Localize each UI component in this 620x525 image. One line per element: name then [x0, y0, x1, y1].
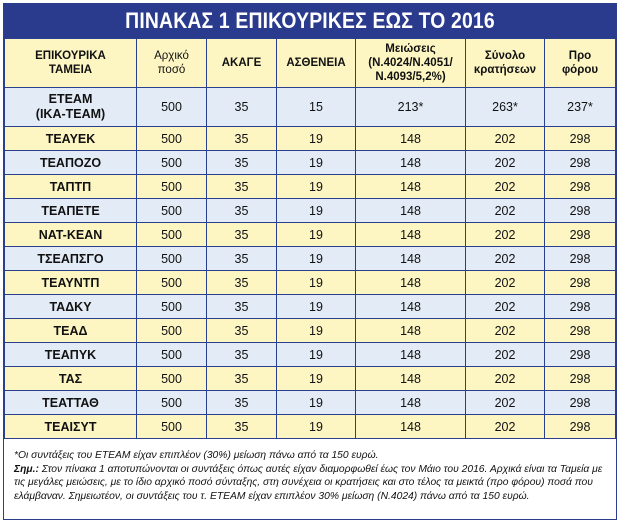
pretax-cell: 298 — [545, 247, 616, 271]
total-cell: 202 — [466, 199, 545, 223]
initial-cell: 500 — [137, 127, 207, 151]
illness-cell: 19 — [277, 247, 356, 271]
pension-table-panel — [3, 3, 617, 520]
initial-cell: 500 — [137, 247, 207, 271]
header-text: φόρου — [561, 64, 599, 76]
pretax-cell: 298 — [545, 151, 616, 175]
pretax-cell: 298 — [545, 127, 616, 151]
column-header-5 — [356, 39, 466, 88]
table-row — [5, 199, 616, 223]
column-header-2 — [137, 39, 207, 88]
total-cell: 202 — [466, 367, 545, 391]
total-cell: 202 — [466, 319, 545, 343]
illness-cell: 19 — [277, 367, 356, 391]
table-row — [5, 343, 616, 367]
illness-cell: 19 — [277, 151, 356, 175]
pretax-cell: 298 — [545, 223, 616, 247]
initial-cell: 500 — [137, 295, 207, 319]
illness-cell: 19 — [277, 391, 356, 415]
fund-name-cell: ΤΕΑΤΤΑΘ — [5, 391, 137, 415]
cuts-cell: 148 — [356, 247, 466, 271]
fund-name-cell: ΝΑΤ-ΚΕΑΝ — [5, 223, 137, 247]
header-text: Προ — [568, 50, 592, 62]
akage-cell: 35 — [207, 88, 277, 127]
fund-name-cell: ΤΕΑΠΥΚ — [5, 343, 137, 367]
table-title: ΠΙΝΑΚΑΣ 1 ΕΠΙΚΟΥΡΙΚΕΣ ΕΩΣ ΤΟ 2016 — [41, 4, 580, 38]
total-cell: 202 — [466, 343, 545, 367]
table-row — [5, 271, 616, 295]
table-body — [5, 88, 616, 439]
header-text: Μειώσεις — [385, 43, 436, 55]
akage-cell: 35 — [207, 199, 277, 223]
akage-cell: 35 — [207, 223, 277, 247]
total-cell: 202 — [466, 223, 545, 247]
akage-cell: 35 — [207, 415, 277, 439]
akage-cell: 35 — [207, 151, 277, 175]
akage-cell: 35 — [207, 175, 277, 199]
header-text: (Ν.4024/Ν.4051/ — [368, 57, 453, 69]
footnote: *Οι συντάξεις του ΕΤΕΑΜ είχαν επιπλέον (30%) μείωση πάνω από τα 150 ευρώ. — [14, 450, 379, 461]
initial-cell: 500 — [137, 391, 207, 415]
cuts-cell: 148 — [356, 151, 466, 175]
illness-cell: 15 — [277, 88, 356, 127]
notes — [4, 439, 616, 503]
initial-cell: 500 — [137, 343, 207, 367]
pretax-cell: 298 — [545, 271, 616, 295]
table-row — [5, 223, 616, 247]
cuts-cell: 148 — [356, 391, 466, 415]
column-header-7 — [545, 39, 616, 88]
cuts-cell: 148 — [356, 343, 466, 367]
fund-name-cell: ΤΑΔΚΥ — [5, 295, 137, 319]
header-text: ποσό — [157, 64, 186, 76]
table-row — [5, 151, 616, 175]
pretax-cell: 298 — [545, 199, 616, 223]
fund-name-cell: ΤΕΑΙΣΥΤ — [5, 415, 137, 439]
header-text: ΕΠΙΚΟΥΡΙΚΑ — [35, 50, 106, 62]
initial-cell: 500 — [137, 175, 207, 199]
total-cell: 202 — [466, 175, 545, 199]
pretax-cell: 298 — [545, 175, 616, 199]
header-text: ΑΚΑΓΕ — [221, 57, 262, 69]
illness-cell: 19 — [277, 127, 356, 151]
column-header-6 — [466, 39, 545, 88]
total-cell: 263* — [466, 88, 545, 127]
initial-cell: 500 — [137, 88, 207, 127]
fund-name-cell: ΤΣΕΑΠΣΓΟ — [5, 247, 137, 271]
note-label: Σημ.: — [14, 463, 39, 475]
akage-cell: 35 — [207, 319, 277, 343]
header-row — [5, 39, 616, 88]
cuts-cell: 148 — [356, 295, 466, 319]
header-text: ΑΣΘΕΝΕΙΑ — [286, 57, 346, 69]
total-cell: 202 — [466, 391, 545, 415]
illness-cell: 19 — [277, 319, 356, 343]
header-text: ΤΑΜΕΙΑ — [48, 64, 93, 76]
cuts-cell: 148 — [356, 367, 466, 391]
total-cell: 202 — [466, 415, 545, 439]
table-row — [5, 415, 616, 439]
table-row — [5, 127, 616, 151]
fund-name-cell: ΤΕΑΔ — [5, 319, 137, 343]
fund-name-cell: ΤΕΑΠΟΖΟ — [5, 151, 137, 175]
table-row — [5, 88, 616, 127]
table-row — [5, 319, 616, 343]
fund-name-cell: ΤΑΣ — [5, 367, 137, 391]
initial-cell: 500 — [137, 223, 207, 247]
pretax-cell: 298 — [545, 319, 616, 343]
illness-cell: 19 — [277, 223, 356, 247]
cuts-cell: 148 — [356, 127, 466, 151]
pretax-cell: 298 — [545, 343, 616, 367]
fund-name-cell: ΕΤΕΑΜ (ΙΚΑ-ΤΕΑΜ) — [5, 88, 137, 127]
illness-cell: 19 — [277, 295, 356, 319]
initial-cell: 500 — [137, 319, 207, 343]
cuts-cell: 148 — [356, 199, 466, 223]
akage-cell: 35 — [207, 247, 277, 271]
illness-cell: 19 — [277, 199, 356, 223]
total-cell: 202 — [466, 295, 545, 319]
table-row — [5, 391, 616, 415]
pretax-cell: 298 — [545, 367, 616, 391]
cuts-cell: 213* — [356, 88, 466, 127]
column-header-1 — [5, 39, 137, 88]
cuts-cell: 148 — [356, 223, 466, 247]
pensions-table — [4, 38, 616, 439]
initial-cell: 500 — [137, 367, 207, 391]
initial-cell: 500 — [137, 271, 207, 295]
total-cell: 202 — [466, 247, 545, 271]
table-row — [5, 367, 616, 391]
akage-cell: 35 — [207, 271, 277, 295]
table-row — [5, 175, 616, 199]
cuts-cell: 148 — [356, 415, 466, 439]
total-cell: 202 — [466, 271, 545, 295]
column-header-3 — [207, 39, 277, 88]
cuts-cell: 148 — [356, 271, 466, 295]
title-bar — [4, 4, 616, 38]
initial-cell: 500 — [137, 199, 207, 223]
header-text: Σύνολο — [484, 50, 526, 62]
total-cell: 202 — [466, 127, 545, 151]
fund-name-cell: ΤΕΑΥΝΤΠ — [5, 271, 137, 295]
table-row — [5, 295, 616, 319]
pretax-cell: 237* — [545, 88, 616, 127]
illness-cell: 19 — [277, 415, 356, 439]
header-text: κρατήσεων — [473, 64, 537, 76]
pretax-cell: 298 — [545, 415, 616, 439]
fund-name-cell: ΤΕΑΠΕΤΕ — [5, 199, 137, 223]
initial-cell: 500 — [137, 151, 207, 175]
header-text: Αρχικό — [154, 50, 189, 62]
pretax-cell: 298 — [545, 295, 616, 319]
cuts-cell: 148 — [356, 319, 466, 343]
akage-cell: 35 — [207, 343, 277, 367]
illness-cell: 19 — [277, 271, 356, 295]
total-cell: 202 — [466, 151, 545, 175]
akage-cell: 35 — [207, 295, 277, 319]
note-paragraph — [14, 463, 610, 504]
akage-cell: 35 — [207, 391, 277, 415]
note-text: Στον πίνακα 1 αποτυπώνονται οι συντάξεις όπως αυτές είχαν διαμορφωθεί έως τον Μάιο του 2016. Αρχικά είναι τα Ταμεία με τις μεγάλες μειώσεις, με το ίδιο αρχικό ποσό σύνταξης, στη συνέχεια οι κρατήσεις και στο τέλος τα μεικτά (προ φόρου) ποσά που ελάμβαναν. Σημειωτέον, οι συντάξεις του τ. ΕΤΕΑΜ είχαν επιπλέον 30% μείωση (Ν.4024) πάνω από τα 150 ευρώ. — [14, 463, 603, 502]
akage-cell: 35 — [207, 127, 277, 151]
initial-cell: 500 — [137, 415, 207, 439]
illness-cell: 19 — [277, 175, 356, 199]
fund-name-cell: ΤΑΠΤΠ — [5, 175, 137, 199]
illness-cell: 19 — [277, 343, 356, 367]
header-text: Ν.4093/5,2%) — [375, 71, 446, 83]
pretax-cell: 298 — [545, 391, 616, 415]
akage-cell: 35 — [207, 367, 277, 391]
fund-name-cell: ΤΕΑΥΕΚ — [5, 127, 137, 151]
cuts-cell: 148 — [356, 175, 466, 199]
column-header-4 — [277, 39, 356, 88]
table-row — [5, 247, 616, 271]
